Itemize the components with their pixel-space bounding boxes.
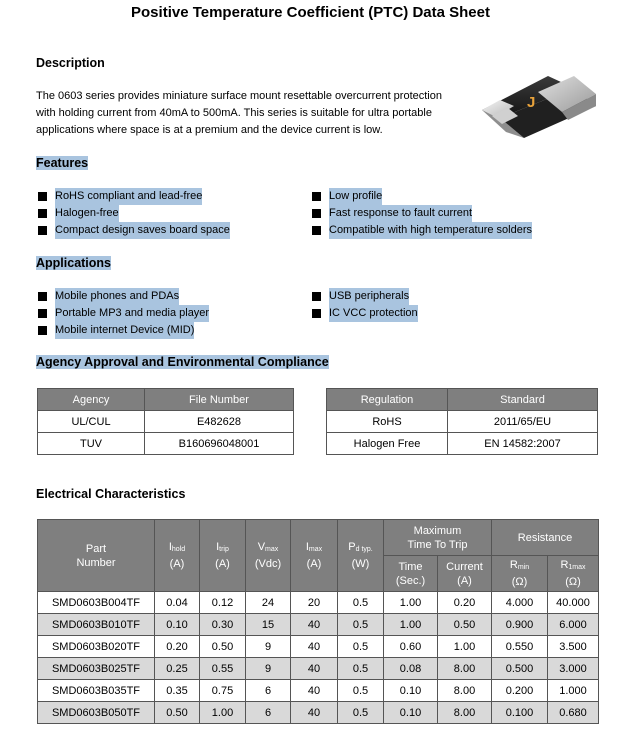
page-title: Positive Temperature Coefficient (PTC) Data Sheet — [131, 4, 490, 21]
table-cell: 0.100 — [492, 702, 548, 724]
table-cell: 1.00 — [384, 592, 438, 614]
bullet-icon — [38, 309, 47, 318]
table-row — [38, 614, 599, 636]
list-item: Halogen-free — [38, 205, 230, 222]
table-cell: 0.50 — [155, 702, 200, 724]
table-cell: 0.5 — [338, 658, 384, 680]
table-header: Regulation — [327, 389, 448, 411]
compliance-table — [326, 388, 598, 455]
table-cell: RoHS — [327, 411, 448, 433]
col-itrip: $I_{trip}$ (A) — [200, 520, 246, 592]
table-cell: 40 — [291, 702, 338, 724]
table-cell: EN 14582:2007 — [448, 433, 598, 455]
table-cell: 8.00 — [438, 702, 492, 724]
description-line: The 0603 series provides miniature surface mount resettable overcurrent protection — [36, 90, 442, 102]
table-row — [38, 411, 294, 433]
table-cell: TUV — [38, 433, 145, 455]
description-line: applications where space is at a premium and the device current is low. — [36, 124, 383, 136]
table-cell: 0.200 — [492, 680, 548, 702]
list-item: USB peripherals — [312, 288, 418, 305]
bullet-icon — [38, 292, 47, 301]
table-cell: 0.900 — [492, 614, 548, 636]
agency-table — [37, 388, 294, 455]
col-time: Time (Sec.) — [384, 556, 438, 592]
table-cell: 1.00 — [438, 636, 492, 658]
table-cell: 0.20 — [155, 636, 200, 658]
table-row — [38, 592, 599, 614]
col-ihold: $I_{hold}$ (A) — [155, 520, 200, 592]
table-cell: 0.5 — [338, 702, 384, 724]
table-header: File Number — [145, 389, 294, 411]
col-r1max: $R_{1max}$ (Ω) — [548, 556, 599, 592]
bullet-icon — [312, 226, 321, 235]
table-cell: SMD0603B050TF — [38, 702, 155, 724]
table-header: Agency — [38, 389, 145, 411]
col-group-time-to-trip: Maximum Time To Trip — [384, 520, 492, 556]
table-row — [38, 680, 599, 702]
table-cell: 4.000 — [492, 592, 548, 614]
table-cell: 6 — [246, 702, 291, 724]
features-list-right — [312, 188, 532, 239]
table-cell: 0.5 — [338, 636, 384, 658]
list-item: Low profile — [312, 188, 532, 205]
table-cell: 40 — [291, 658, 338, 680]
table-cell: 0.12 — [200, 592, 246, 614]
electrical-heading: Electrical Characteristics — [36, 487, 186, 501]
col-imax: $I_{max}$ (A) — [291, 520, 338, 592]
list-item: Compact design saves board space — [38, 222, 230, 239]
table-cell: 1.000 — [548, 680, 599, 702]
table-header: Standard — [448, 389, 598, 411]
list-item: RoHS compliant and lead-free — [38, 188, 230, 205]
table-row — [38, 433, 294, 455]
table-cell: SMD0603B010TF — [38, 614, 155, 636]
table-cell: 40 — [291, 614, 338, 636]
table-cell: 24 — [246, 592, 291, 614]
table-cell: 40.000 — [548, 592, 599, 614]
table-cell: 0.550 — [492, 636, 548, 658]
table-cell: SMD0603B035TF — [38, 680, 155, 702]
list-item: Portable MP3 and media player — [38, 305, 209, 322]
electrical-table — [37, 519, 599, 724]
bullet-icon — [38, 326, 47, 335]
table-row — [327, 411, 598, 433]
applications-heading: Applications — [36, 256, 112, 270]
table-cell: UL/CUL — [38, 411, 145, 433]
description-heading: Description — [36, 56, 105, 70]
bullet-icon — [312, 192, 321, 201]
col-part-number: Part Number — [38, 520, 155, 592]
table-cell: 40 — [291, 680, 338, 702]
table-cell: 0.20 — [438, 592, 492, 614]
table-cell: 0.25 — [155, 658, 200, 680]
table-cell: 0.10 — [155, 614, 200, 636]
table-cell: 0.500 — [492, 658, 548, 680]
table-cell: Halogen Free — [327, 433, 448, 455]
table-cell: 0.50 — [200, 636, 246, 658]
ptc-chip-image — [478, 72, 598, 152]
table-cell: 0.35 — [155, 680, 200, 702]
electrical-table-body — [38, 592, 599, 724]
table-cell: 0.5 — [338, 592, 384, 614]
table-cell: 8.00 — [438, 680, 492, 702]
table-cell: 9 — [246, 636, 291, 658]
table-cell: SMD0603B025TF — [38, 658, 155, 680]
list-item: Mobile phones and PDAs — [38, 288, 209, 305]
list-item: Compatible with high temperature solders — [312, 222, 532, 239]
col-pd: $P_{d typ.}$ (W) — [338, 520, 384, 592]
table-cell: 3.000 — [548, 658, 599, 680]
table-cell: 0.5 — [338, 614, 384, 636]
table-cell: 6.000 — [548, 614, 599, 636]
table-cell: 0.10 — [384, 702, 438, 724]
col-group-resistance: Resistance — [492, 520, 599, 556]
applications-list-left — [38, 288, 209, 339]
table-row — [327, 433, 598, 455]
table-cell: 1.00 — [200, 702, 246, 724]
bullet-icon — [312, 309, 321, 318]
bullet-icon — [38, 209, 47, 218]
table-cell: 0.60 — [384, 636, 438, 658]
bullet-icon — [312, 209, 321, 218]
table-cell: B160696048001 — [145, 433, 294, 455]
chip-marking: J — [527, 94, 536, 111]
col-vmax: $V_{max}$ (Vdc) — [246, 520, 291, 592]
table-cell: 1.00 — [384, 614, 438, 636]
agency-heading: Agency Approval and Environmental Compliance — [36, 355, 329, 369]
table-cell: 2011/65/EU — [448, 411, 598, 433]
applications-list-right — [312, 288, 418, 322]
features-list-left — [38, 188, 230, 239]
table-cell: SMD0603B020TF — [38, 636, 155, 658]
list-item: Fast response to fault current — [312, 205, 532, 222]
description-line: with holding current from 40mA to 500mA. This series is suitable for ultra portable — [36, 107, 432, 119]
table-cell: 40 — [291, 636, 338, 658]
table-cell: 15 — [246, 614, 291, 636]
table-cell: SMD0603B004TF — [38, 592, 155, 614]
col-rmin: $R_{min}$ (Ω) — [492, 556, 548, 592]
table-cell: 8.00 — [438, 658, 492, 680]
table-cell: 3.500 — [548, 636, 599, 658]
description-text — [36, 88, 442, 139]
table-cell: E482628 — [145, 411, 294, 433]
table-cell: 9 — [246, 658, 291, 680]
bullet-icon — [38, 192, 47, 201]
list-item: Mobile internet Device (MID) — [38, 322, 209, 339]
col-current: Current (A) — [438, 556, 492, 592]
table-cell: 0.08 — [384, 658, 438, 680]
table-row — [38, 636, 599, 658]
table-row — [38, 702, 599, 724]
table-cell: 0.75 — [200, 680, 246, 702]
table-cell: 0.5 — [338, 680, 384, 702]
table-cell: 0.30 — [200, 614, 246, 636]
table-cell: 20 — [291, 592, 338, 614]
table-row — [38, 658, 599, 680]
table-cell: 0.10 — [384, 680, 438, 702]
table-cell: 0.55 — [200, 658, 246, 680]
bullet-icon — [38, 226, 47, 235]
bullet-icon — [312, 292, 321, 301]
table-cell: 0.680 — [548, 702, 599, 724]
list-item: IC VCC protection — [312, 305, 418, 322]
table-cell: 6 — [246, 680, 291, 702]
features-heading: Features — [36, 156, 89, 170]
table-cell: 0.50 — [438, 614, 492, 636]
table-cell: 0.04 — [155, 592, 200, 614]
